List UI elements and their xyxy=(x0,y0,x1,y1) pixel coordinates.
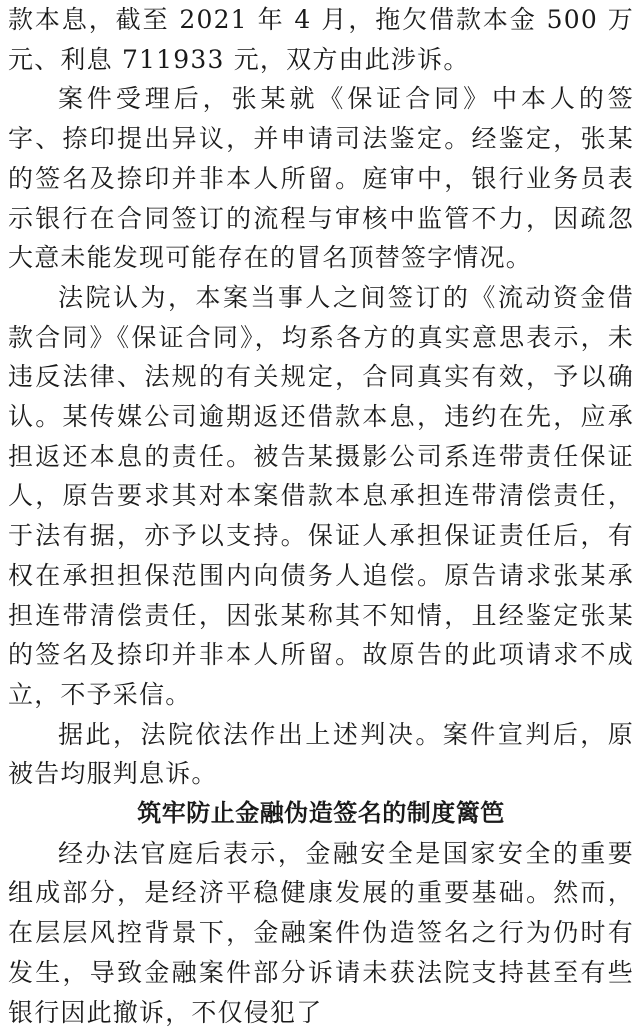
paragraph-case-acceptance: 案件受理后，张某就《保证合同》中本人的签字、捺印提出异议，并申请司法鉴定。经鉴定，张某的签名及捺印并非本人所留。庭审中，银行业务员表示银行在合同签订的流程与审核中监管不力，因疏忽大意未能发现可能存在的冒名顶替签字情况。 xyxy=(8,84,634,273)
section-heading: 筑牢防止金融伪造签名的制度篱笆 xyxy=(137,799,505,828)
paragraph-judge-remarks: 经办法官庭后表示，金融安全是国家安全的重要组成部分，是经济平稳健康发展的重要基础。然而，在层层风控背景下，金融案件伪造签名之行为仍时有发生，导致金融案件部分诉请未获法院支持甚至有些银行因此撤诉，不仅侵犯了 xyxy=(8,838,634,1027)
paragraph-continuation: 款本息，截至 2021 年 4 月，拖欠借款本金 500 万元、利息 711933 元，双方由此涉诉。 xyxy=(8,5,634,74)
paragraph-judgment: 据此，法院依法作出上述判决。案件宣判后，原被告均服判息诉。 xyxy=(8,719,634,789)
paragraph-court-opinion: 法院认为，本案当事人之间签订的《流动资金借款合同》《保证合同》，均系各方的真实意思表示，未违反法律、法规的有关规定，合同真实有效，予以确认。某传媒公司逾期返还借款本息，违约在先，应承担返还本息的责任。被告某摄影公司系连带责任保证人，原告要求其对本案借款本息承担连带清偿责任，于法有据，亦予以支持。保证人承担保证责任后，有权在承担担保范围内向债务人追偿。原告请求张某承担连带清偿责任，因张某称其不知情，且经鉴定张某的签名及捺印并非本人所留。故原告的此项请求不成立，不予采信。 xyxy=(8,282,634,709)
